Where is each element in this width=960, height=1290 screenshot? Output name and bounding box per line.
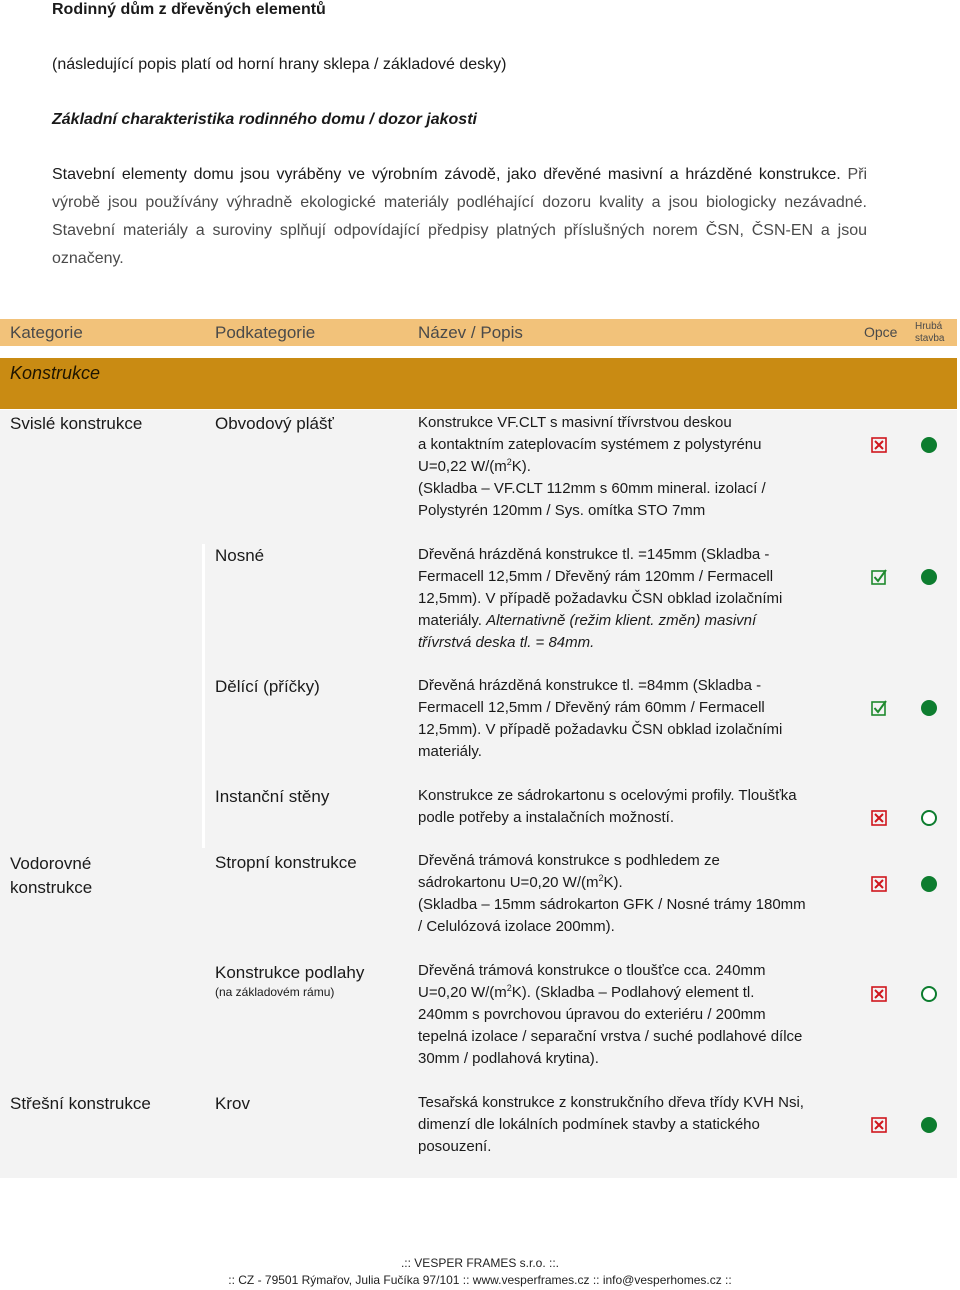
header-rough-build-line-1: Hrubá: [915, 321, 943, 332]
checked-box-icon: [871, 569, 887, 585]
header-category: Kategorie: [10, 323, 83, 342]
section-row: [0, 358, 957, 409]
row-description: Konstrukce ze sádrokartonu s ocelovými profily. Tloušťka podle potřeby a instalačních možností.: [418, 787, 797, 826]
crossed-box-icon: [871, 810, 887, 826]
empty-circle-icon: [921, 810, 937, 826]
row-description: Konstrukce VF.CLT s masivní třívrstvou deskou a kontaktním zateplovacím systémem z polystyrénu U=0,22 $W/(m^2K)$. (Skladba – VF.CLT 112mm s 60mm mineral. izolací / Polystyrén 120mm / Sys. omítka STO 7mm: [418, 414, 766, 519]
row-description: Dřevěná trámová konstrukce o tloušťce cca. 240mm U=0,20 $W/(m^2K)$. (Skladba – Podlahový element tl. 240mm s povrchovou úpravou do exteriéru / 200mm tepelná izolace / separační vrstva / suché podlahové dílce 30mm / podlahová krytina).: [418, 962, 803, 1067]
header-subcategory: Podkategorie: [215, 323, 316, 342]
row-subcategory: Instanční stěny: [215, 787, 330, 806]
document-subtitle: (následující popis platí od horní hrany sklepa / základové desky): [52, 56, 507, 73]
header-option: Opce: [864, 324, 898, 340]
crossed-box-icon: [871, 437, 887, 453]
section-title: Konstrukce: [10, 363, 101, 383]
filled-circle-icon: [921, 1117, 937, 1133]
checked-box-icon: [871, 700, 887, 716]
row-description: Dřevěná hrázděná konstrukce tl. =84mm (Skladba - Fermacell 12,5mm / Dřevěný rám 60mm / Fermacell 12,5mm). V případě požadavku ČSN obklad izolačními materiály.: [418, 677, 783, 760]
row-description: Dřevěná hrázděná konstrukce tl. =145mm (Skladba - Fermacell 12,5mm / Dřevěný rám 120mm / Fermacell 12,5mm). V případě požadavku ČSN obklad izolačními materiály. Alternativně (režim klient. změn) masivní třívrstvá deska tl. = 84mm.: [418, 546, 783, 651]
row-category: Svislé konstrukce: [10, 414, 143, 433]
row-subcategory: Krov: [215, 1094, 250, 1113]
empty-circle-icon: [921, 986, 937, 1002]
row-subcategory: Obvodový plášť: [215, 414, 334, 433]
intro-paragraph: [52, 161, 867, 273]
row-subcategory: Dělící (příčky): [215, 677, 320, 696]
footer-contact: :: CZ - 79501 Rýmařov, Julia Fučíka 97/101 :: www.vesperframes.cz :: info@vesperhomes.cz ::: [228, 1273, 732, 1287]
crossed-box-icon: [871, 1117, 887, 1133]
crossed-box-icon: [871, 876, 887, 892]
footer-company: .:: VESPER FRAMES s.r.o. ::.: [400, 1256, 560, 1270]
table-header: [0, 319, 957, 346]
document-title: Rodinný dům z dřevěných elementů: [52, 1, 326, 18]
filled-circle-icon: [921, 437, 937, 453]
row-subcategory: Nosné: [215, 546, 265, 565]
row-category: Střešní konstrukce: [10, 1094, 151, 1113]
row-description: Tesařská konstrukce z konstrukčního dřeva třídy KVH Nsi, dimenzí dle lokálních podmínek stavby a statického posouzení.: [418, 1094, 804, 1155]
header-rough-build-line-2: stavba: [915, 333, 945, 344]
row-subcategory: Konstrukce podlahy (na základovém rámu): [215, 962, 410, 1000]
header-name: Název / Popis: [418, 323, 523, 342]
crossed-box-icon: [871, 986, 887, 1002]
filled-circle-icon: [921, 569, 937, 585]
row-category: Vodorovné konstrukce: [10, 854, 93, 897]
section-heading: Základní charakteristika rodinného domu / dozor jakosti: [52, 111, 477, 128]
subcategory-note: (na základovém rámu): [215, 985, 335, 999]
paragraph-sentence-3: Stavební materiály a suroviny splňují odpovídající předpisy platných příslušných norem ČSN, ČSN-EN a jsou označeny.: [52, 222, 867, 267]
paragraph-sentence-1: Stavební elementy domu jsou vyráběny ve výrobním závodě, jako dřevěné masivní a hrázděné konstrukce.: [52, 166, 841, 183]
row-background: [0, 544, 202, 848]
filled-circle-icon: [921, 700, 937, 716]
row-subcategory: Stropní konstrukce: [215, 853, 357, 872]
paragraph-sentence-2: Při výrobě jsou používány výhradně ekologické materiály podléhající dozoru kvality a jsou biologicky nezávadné.: [52, 166, 868, 211]
row-description: Dřevěná trámová konstrukce s podhledem ze sádrokartonu U=0,20 $W/(m^2K)$. (Skladba – 15mm sádrokarton GFK / Nosné trámy 180mm / Celulózová izolace 200mm).: [418, 852, 806, 935]
filled-circle-icon: [921, 876, 937, 892]
